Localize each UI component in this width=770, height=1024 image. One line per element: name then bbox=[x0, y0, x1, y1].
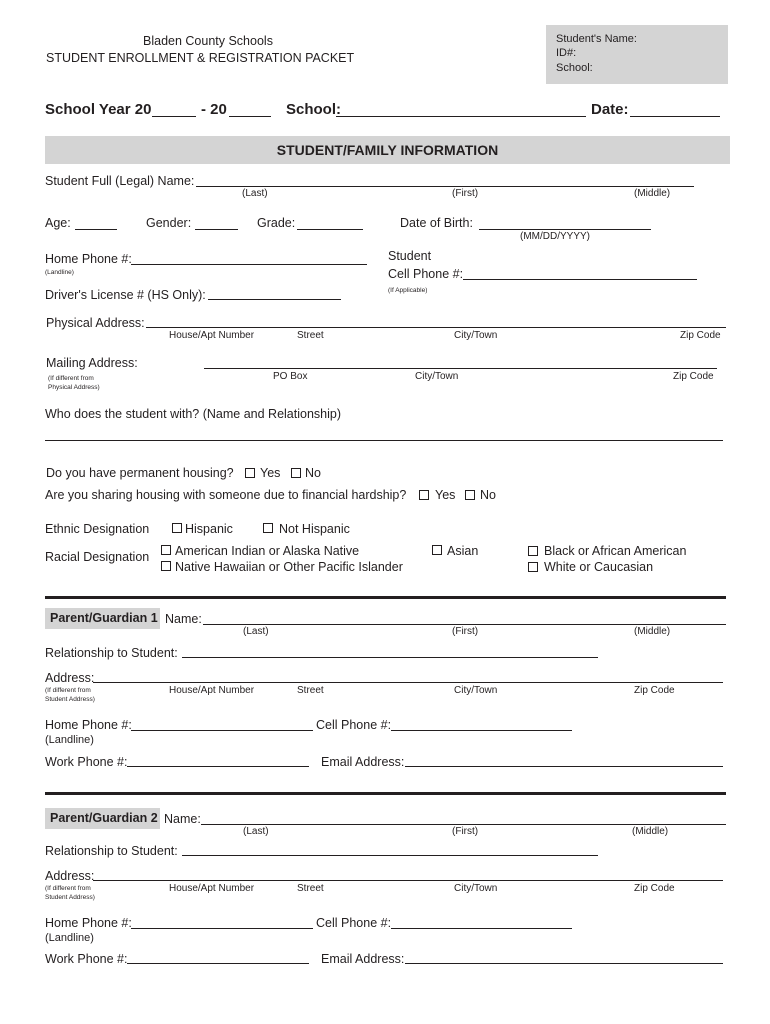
sharing-housing-no-label: No bbox=[480, 488, 496, 502]
drivers-license-field[interactable] bbox=[208, 299, 341, 300]
guardian1-city-caption: City/Town bbox=[454, 685, 498, 696]
mailing-po-box-caption: PO Box bbox=[273, 371, 308, 382]
guardian2-zip-caption: Zip Code bbox=[634, 883, 675, 894]
not-hispanic-checkbox[interactable] bbox=[263, 523, 273, 533]
physical-address-field[interactable] bbox=[146, 327, 726, 328]
mailing-if-different-caption-2: Physical Address) bbox=[48, 384, 100, 391]
cell-phone-if-applicable-caption: (If Applicable) bbox=[388, 287, 428, 294]
guardian2-city-caption: City/Town bbox=[454, 883, 498, 894]
school-year-label: School Year 20 bbox=[45, 101, 152, 118]
cell-phone-label: Cell Phone #: bbox=[388, 267, 464, 281]
lives-with-field[interactable] bbox=[45, 440, 723, 441]
guardian1-if-diff-caption-2: Student Address) bbox=[45, 696, 95, 703]
guardian1-relationship-field[interactable] bbox=[182, 657, 598, 658]
guardian1-if-diff-caption-1: (If different from bbox=[45, 687, 91, 694]
guardian1-divider bbox=[45, 596, 726, 599]
guardian1-work-phone-label: Work Phone #: bbox=[45, 755, 128, 769]
american-indian-checkbox[interactable] bbox=[161, 545, 171, 555]
ethnic-designation-label: Ethnic Designation bbox=[45, 522, 150, 536]
american-indian-label: American Indian or Alaska Native bbox=[175, 544, 360, 558]
sharing-housing-label: Are you sharing housing with someone due to financial hardship? bbox=[45, 488, 407, 502]
student-full-name-label: Student Full (Legal) Name: bbox=[45, 174, 195, 188]
permanent-housing-no-label: No bbox=[305, 466, 321, 480]
guardian2-divider bbox=[45, 792, 726, 795]
mailing-address-label: Mailing Address: bbox=[46, 356, 138, 370]
guardian1-relationship-label: Relationship to Student: bbox=[45, 646, 178, 660]
dob-format-caption: (MM/DD/YYYY) bbox=[520, 231, 590, 242]
drivers-license-label: Driver's License # (HS Only): bbox=[45, 288, 206, 302]
guardian2-home-phone-label: Home Phone #: bbox=[45, 916, 132, 930]
grade-label: Grade: bbox=[257, 216, 296, 230]
section-title: STUDENT/FAMILY INFORMATION bbox=[276, 142, 499, 158]
student-name-field[interactable] bbox=[196, 186, 694, 187]
box-id-label: ID#: bbox=[556, 47, 577, 59]
box-school-label: School: bbox=[556, 62, 593, 74]
dob-label: Date of Birth: bbox=[400, 216, 473, 230]
guardian2-relationship-label: Relationship to Student: bbox=[45, 844, 178, 858]
guardian2-address-label: Address: bbox=[45, 869, 95, 883]
guardian1-home-phone-label: Home Phone #: bbox=[45, 718, 132, 732]
home-phone-field[interactable] bbox=[131, 264, 367, 265]
hispanic-checkbox[interactable] bbox=[172, 523, 182, 533]
mailing-city-caption: City/Town bbox=[415, 371, 459, 382]
guardian1-address-field[interactable] bbox=[93, 682, 723, 683]
physical-zip-caption: Zip Code bbox=[680, 330, 721, 341]
guardian2-email-label: Email Address: bbox=[321, 952, 405, 966]
racial-designation-label: Racial Designation bbox=[45, 550, 150, 564]
student-info-box bbox=[546, 25, 728, 84]
section-header-bar bbox=[45, 136, 730, 164]
black-checkbox[interactable] bbox=[528, 546, 538, 556]
guardian1-cell-phone-field[interactable] bbox=[391, 730, 572, 731]
guardian2-tab-label: Parent/Guardian 2 bbox=[50, 811, 158, 825]
guardian2-cell-phone-label: Cell Phone #: bbox=[316, 916, 392, 930]
mailing-if-different-caption-1: (If different from bbox=[48, 375, 94, 382]
guardian1-email-label: Email Address: bbox=[321, 755, 405, 769]
guardian1-tab-label: Parent/Guardian 1 bbox=[50, 611, 158, 625]
student-first-caption: (First) bbox=[452, 188, 479, 199]
guardian1-work-phone-field[interactable] bbox=[127, 766, 309, 767]
guardian1-last-caption: (Last) bbox=[243, 626, 269, 637]
white-label: White or Caucasian bbox=[544, 560, 654, 574]
permanent-housing-yes-label: Yes bbox=[260, 466, 281, 480]
sharing-housing-yes-checkbox[interactable] bbox=[419, 490, 429, 500]
guardian1-house-caption: House/Apt Number bbox=[169, 685, 255, 696]
guardian1-tab bbox=[45, 608, 160, 629]
dob-field[interactable] bbox=[479, 229, 651, 230]
guardian2-email-field[interactable] bbox=[405, 963, 723, 964]
guardian2-house-caption: House/Apt Number bbox=[169, 883, 255, 894]
age-label: Age: bbox=[45, 216, 71, 230]
guardian2-work-phone-label: Work Phone #: bbox=[45, 952, 128, 966]
permanent-housing-no-checkbox[interactable] bbox=[291, 468, 301, 478]
lives-with-label: Who does the student with? (Name and Relationship) bbox=[45, 407, 341, 421]
guardian1-email-field[interactable] bbox=[405, 766, 723, 767]
guardian2-cell-phone-field[interactable] bbox=[391, 928, 572, 929]
school-year-field-1[interactable] bbox=[152, 116, 196, 117]
guardian2-work-phone-field[interactable] bbox=[127, 963, 309, 964]
sharing-housing-no-checkbox[interactable] bbox=[465, 490, 475, 500]
guardian1-name-label: Name: bbox=[165, 612, 202, 626]
district-name: Bladen County Schools bbox=[143, 34, 273, 48]
age-field[interactable] bbox=[75, 229, 117, 230]
sharing-housing-yes-label: Yes bbox=[435, 488, 456, 502]
gender-field[interactable] bbox=[195, 229, 238, 230]
guardian1-name-field[interactable] bbox=[203, 624, 726, 625]
guardian1-zip-caption: Zip Code bbox=[634, 685, 675, 696]
packet-title: STUDENT ENROLLMENT & REGISTRATION PACKET bbox=[46, 51, 355, 65]
guardian2-name-label: Name: bbox=[164, 812, 201, 826]
home-phone-landline-caption: (Landline) bbox=[45, 269, 74, 276]
guardian1-landline-caption: (Landline) bbox=[45, 734, 94, 746]
guardian2-if-diff-caption-2: Student Address) bbox=[45, 894, 95, 901]
guardian1-address-label: Address: bbox=[45, 671, 95, 685]
guardian2-last-caption: (Last) bbox=[243, 826, 269, 837]
grade-field[interactable] bbox=[297, 229, 363, 230]
cell-phone-field[interactable] bbox=[463, 279, 697, 280]
permanent-housing-yes-checkbox[interactable] bbox=[245, 468, 255, 478]
black-label: Black or African American bbox=[544, 544, 687, 558]
physical-address-label: Physical Address: bbox=[46, 316, 145, 330]
guardian2-relationship-field[interactable] bbox=[182, 855, 598, 856]
physical-street-caption: Street bbox=[297, 330, 324, 341]
student-middle-caption: (Middle) bbox=[634, 188, 671, 199]
school-year-dash: - 20 bbox=[201, 101, 227, 118]
asian-label: Asian bbox=[447, 544, 479, 558]
guardian2-address-field[interactable] bbox=[93, 880, 723, 881]
box-student-name-label: Student's Name: bbox=[556, 33, 637, 45]
physical-house-caption: House/Apt Number bbox=[169, 330, 255, 341]
student-last-caption: (Last) bbox=[242, 188, 268, 199]
permanent-housing-label: Do you have permanent housing? bbox=[46, 466, 234, 480]
guardian2-tab bbox=[45, 808, 160, 829]
mailing-address-field[interactable] bbox=[204, 368, 717, 369]
guardian2-landline-caption: (Landline) bbox=[45, 932, 94, 944]
white-checkbox[interactable] bbox=[528, 562, 538, 572]
school-label: School: bbox=[286, 101, 341, 118]
guardian1-middle-caption: (Middle) bbox=[634, 626, 671, 637]
guardian2-first-caption: (First) bbox=[452, 826, 479, 837]
native-hawaiian-checkbox[interactable] bbox=[161, 561, 171, 571]
school-year-field-2[interactable] bbox=[229, 116, 271, 117]
date-field[interactable] bbox=[630, 116, 720, 117]
hispanic-label: Hispanic bbox=[185, 522, 233, 536]
guardian2-name-field[interactable] bbox=[201, 824, 726, 825]
guardian1-first-caption: (First) bbox=[452, 626, 479, 637]
date-label: Date: bbox=[591, 101, 629, 118]
guardian2-if-diff-caption-1: (If different from bbox=[45, 885, 91, 892]
student-cell-label-1: Student bbox=[388, 249, 432, 263]
guardian1-home-phone-field[interactable] bbox=[131, 730, 313, 731]
physical-city-caption: City/Town bbox=[454, 330, 498, 341]
not-hispanic-label: Not Hispanic bbox=[279, 522, 350, 536]
guardian2-street-caption: Street bbox=[297, 883, 324, 894]
native-hawaiian-label: Native Hawaiian or Other Pacific Islander bbox=[175, 560, 403, 574]
gender-label: Gender: bbox=[146, 216, 192, 230]
school-field[interactable] bbox=[336, 116, 586, 117]
guardian1-street-caption: Street bbox=[297, 685, 324, 696]
guardian2-middle-caption: (Middle) bbox=[632, 826, 669, 837]
home-phone-label: Home Phone #: bbox=[45, 252, 132, 266]
asian-checkbox[interactable] bbox=[432, 545, 442, 555]
guardian1-cell-phone-label: Cell Phone #: bbox=[316, 718, 392, 732]
mailing-zip-caption: Zip Code bbox=[673, 371, 714, 382]
guardian2-home-phone-field[interactable] bbox=[131, 928, 313, 929]
